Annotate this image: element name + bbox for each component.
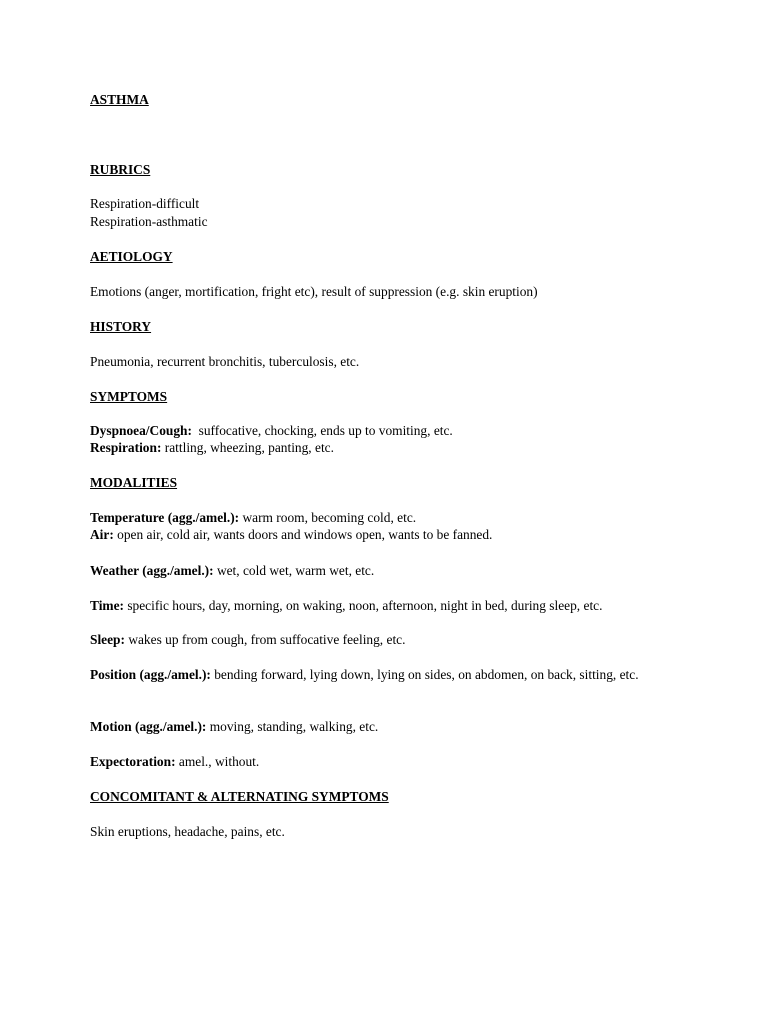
modality-item xyxy=(90,666,650,683)
modality-item xyxy=(90,562,374,579)
modality-item xyxy=(90,631,405,648)
section-heading-symptoms: SYMPTOMS xyxy=(90,389,168,404)
modality-item xyxy=(90,718,378,735)
document-title: ASTHMA xyxy=(90,92,149,107)
rubric-item: Respiration-difficult xyxy=(90,196,200,211)
modality-text: wet, cold wet, warm wet, etc. xyxy=(213,563,375,578)
modality-label: Sleep: xyxy=(90,632,125,647)
rubric-item: Respiration-asthmatic xyxy=(90,214,208,229)
modality-label: Motion (agg./amel.): xyxy=(90,719,207,734)
section-heading-rubrics: RUBRICS xyxy=(90,162,151,177)
modality-item xyxy=(90,753,259,770)
modality-text: moving, standing, walking, etc. xyxy=(206,719,379,734)
modality-text: bending forward, lying down, lying on sides, on abdomen, on back, sitting, etc. xyxy=(210,667,639,682)
modality-text: wakes up from cough, from suffocative feeling, etc. xyxy=(124,632,406,647)
history-text: Pneumonia, recurrent bronchitis, tuberculosis, etc. xyxy=(90,354,360,369)
symptom-label: Dyspnoea/Cough: xyxy=(90,423,192,438)
section-heading-history: HISTORY xyxy=(90,319,152,334)
modality-label: Temperature (agg./amel.): xyxy=(90,510,240,525)
modality-text: open air, cold air, wants doors and windows open, wants to be fanned. xyxy=(113,527,493,542)
modality-item xyxy=(90,526,492,543)
symptom-label: Respiration: xyxy=(90,440,162,455)
modality-text: specific hours, day, morning, on waking, noon, afternoon, night in bed, during sleep, etc. xyxy=(123,598,603,613)
modality-item xyxy=(90,509,416,526)
modality-label: Time: xyxy=(90,598,124,613)
section-heading-aetiology: AETIOLOGY xyxy=(90,249,173,264)
symptom-text: suffocative, chocking, ends up to vomiting, etc. xyxy=(191,423,453,438)
modality-label: Weather (agg./amel.): xyxy=(90,563,214,578)
modality-label: Expectoration: xyxy=(90,754,176,769)
modality-item xyxy=(90,597,602,614)
section-heading-concomitant: CONCOMITANT & ALTERNATING SYMPTOMS xyxy=(90,789,389,804)
modality-label: Position (agg./amel.): xyxy=(90,667,211,682)
modality-label: Air: xyxy=(90,527,114,542)
section-heading-modalities: MODALITIES xyxy=(90,475,178,490)
modality-text: warm room, becoming cold, etc. xyxy=(239,510,417,525)
aetiology-text: Emotions (anger, mortification, fright etc), result of suppression (e.g. skin eruption) xyxy=(90,284,538,299)
symptom-item xyxy=(90,422,453,439)
symptom-item xyxy=(90,439,334,456)
modality-text: amel., without. xyxy=(175,754,260,769)
symptom-text: rattling, wheezing, panting, etc. xyxy=(161,440,334,455)
concomitant-text: Skin eruptions, headache, pains, etc. xyxy=(90,824,285,839)
